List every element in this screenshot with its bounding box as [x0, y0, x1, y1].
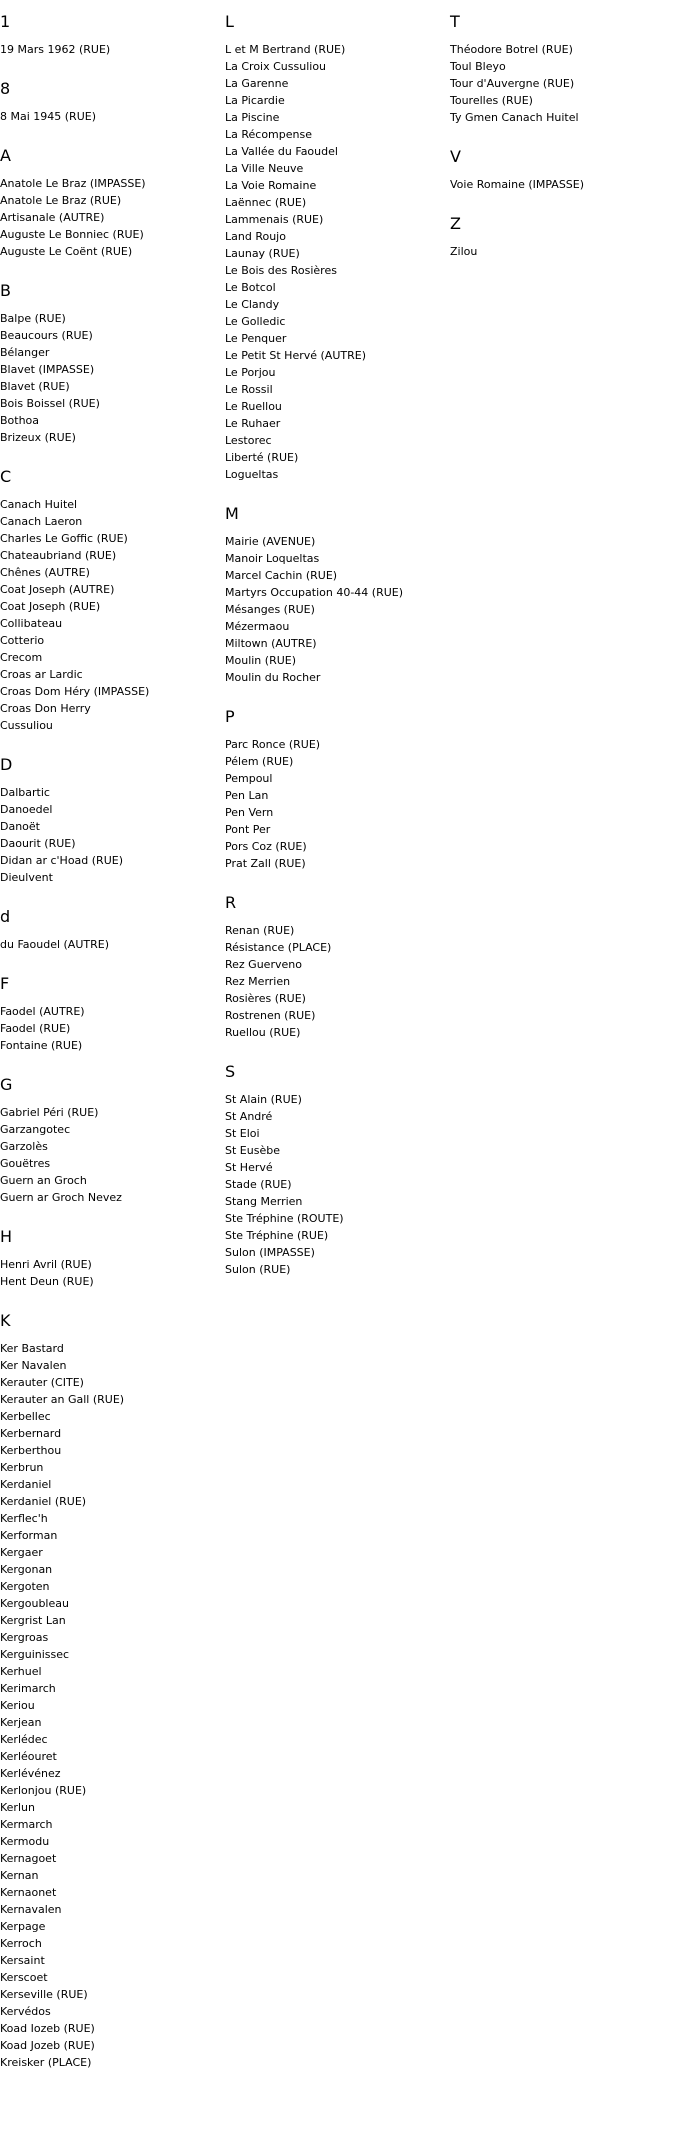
street-link[interactable]: Kerbernard — [0, 1427, 62, 1440]
group-letter-heading: K — [0, 1311, 11, 1330]
street-link[interactable]: Lammenais (RUE) — [225, 213, 324, 226]
street-link[interactable]: Le Rossil — [225, 383, 273, 396]
street-link[interactable]: Pont Per — [225, 823, 271, 836]
group-letter-heading: T — [450, 12, 460, 31]
street-link[interactable]: Cussuliou — [0, 719, 53, 732]
letter-group — [0, 13, 225, 58]
street-link[interactable]: Voie Romaine (IMPASSE) — [450, 178, 585, 191]
group-letter-heading: Z — [450, 214, 461, 233]
street-link[interactable]: Mézermaou — [225, 620, 290, 633]
street-link[interactable]: Kerimarch — [0, 1682, 56, 1695]
group-letter-heading: A — [0, 146, 11, 165]
street-link[interactable]: Hent Deun (RUE) — [0, 1275, 94, 1288]
street-link[interactable]: Bois Boissel (RUE) — [0, 397, 100, 410]
street-link[interactable]: Lestorec — [225, 434, 272, 447]
street-link[interactable]: La Garenne — [225, 77, 289, 90]
letter-group — [450, 215, 675, 260]
street-link[interactable]: La Picardie — [225, 94, 285, 107]
street-link[interactable]: Croas ar Lardic — [0, 668, 83, 681]
street-link[interactable]: St Eusèbe — [225, 1144, 280, 1157]
letter-group — [0, 1228, 225, 1290]
street-link[interactable]: Kermodu — [0, 1835, 50, 1848]
group-letter-heading: L — [225, 12, 234, 31]
street-link[interactable]: Land Roujo — [225, 230, 286, 243]
street-link[interactable]: Le Petit St Hervé (AUTRE) — [225, 349, 366, 362]
letter-group — [0, 282, 225, 446]
letter-group — [0, 756, 225, 886]
street-link[interactable]: Kerroch — [0, 1937, 42, 1950]
street-link[interactable]: Chateaubriand (RUE) — [0, 549, 117, 562]
street-link[interactable]: Koad Jozeb (RUE) — [0, 2039, 95, 2052]
street-link[interactable]: Manoir Loqueltas — [225, 552, 320, 565]
street-link[interactable]: Kerberthou — [0, 1444, 62, 1457]
street-link[interactable]: Kerforman — [0, 1529, 58, 1542]
street-link[interactable]: La Ville Neuve — [225, 162, 304, 175]
street-link[interactable]: Marcel Cachin (RUE) — [225, 569, 338, 582]
group-letter-heading: 1 — [0, 12, 11, 31]
street-link[interactable]: Kerdaniel (RUE) — [0, 1495, 87, 1508]
group-letter-heading: F — [0, 974, 10, 993]
street-link[interactable]: La Voie Romaine — [225, 179, 317, 192]
street-link[interactable]: Chênes (AUTRE) — [0, 566, 90, 579]
street-link[interactable]: Stang Merrien — [225, 1195, 303, 1208]
street-link[interactable]: Kernaonet — [0, 1886, 57, 1899]
street-link[interactable]: Bothoa — [0, 414, 40, 427]
street-link[interactable]: Pélem (RUE) — [225, 755, 294, 768]
street-link[interactable]: Dieulvent — [0, 871, 53, 884]
street-link[interactable]: 19 Mars 1962 (RUE) — [0, 43, 111, 56]
letter-group — [225, 708, 450, 872]
street-link[interactable]: Le Porjou — [225, 366, 276, 379]
letter-group — [225, 13, 450, 483]
street-link[interactable]: Kerjean — [0, 1716, 42, 1729]
street-link[interactable]: Dalbartic — [0, 786, 50, 799]
street-link[interactable]: Liberté (RUE) — [225, 451, 299, 464]
group-letter-heading: B — [0, 281, 11, 300]
street-link[interactable]: Parc Ronce (RUE) — [225, 738, 321, 751]
street-link[interactable]: L et M Bertrand (RUE) — [225, 43, 346, 56]
street-link[interactable]: Garzangotec — [0, 1123, 71, 1136]
street-link[interactable]: La Piscine — [225, 111, 280, 124]
street-link[interactable]: Kerguinissec — [0, 1648, 70, 1661]
group-letter-heading: D — [0, 755, 13, 774]
street-link[interactable]: St Hervé — [225, 1161, 273, 1174]
letter-group — [0, 80, 225, 125]
street-link[interactable]: Cotterio — [0, 634, 45, 647]
street-link[interactable]: Guern an Groch — [0, 1174, 87, 1187]
group-letter-heading: H — [0, 1227, 13, 1246]
street-link[interactable]: Rez Merrien — [225, 975, 291, 988]
group-letter-heading: d — [0, 907, 11, 926]
street-link[interactable]: St Alain (RUE) — [225, 1093, 302, 1106]
street-link[interactable]: Danoët — [0, 820, 40, 833]
street-link[interactable]: Garzolès — [0, 1140, 48, 1153]
letter-group — [450, 13, 675, 126]
letter-group — [225, 1063, 450, 1278]
street-link[interactable]: Prat Zall (RUE) — [225, 857, 306, 870]
street-link[interactable]: Renan (RUE) — [225, 924, 295, 937]
street-link[interactable]: Moulin (RUE) — [225, 654, 297, 667]
street-link[interactable]: Le Bois des Rosières — [225, 264, 337, 277]
street-link[interactable]: Ste Tréphine (RUE) — [225, 1229, 329, 1242]
street-link[interactable]: Artisanale (AUTRE) — [0, 211, 105, 224]
street-link[interactable]: Kerlonjou (RUE) — [0, 1784, 87, 1797]
street-link[interactable]: Guern ar Groch Nevez — [0, 1191, 122, 1204]
street-link[interactable]: Anatole Le Braz (RUE) — [0, 194, 122, 207]
street-link[interactable]: Blavet (RUE) — [0, 380, 70, 393]
street-link[interactable]: Kerlévénez — [0, 1767, 61, 1780]
street-link[interactable]: Canach Huitel — [0, 498, 78, 511]
street-link[interactable]: Kersaint — [0, 1954, 45, 1967]
street-link[interactable]: Daourit (RUE) — [0, 837, 76, 850]
street-link[interactable]: Coat Joseph (AUTRE) — [0, 583, 115, 596]
street-link[interactable]: Le Ruhaer — [225, 417, 281, 430]
street-link[interactable]: Faodel (RUE) — [0, 1022, 71, 1035]
street-link[interactable]: Théodore Botrel (RUE) — [450, 43, 573, 56]
street-link[interactable]: Zilou — [450, 245, 478, 258]
street-link[interactable]: Kergrist Lan — [0, 1614, 66, 1627]
street-link[interactable]: Sulon (RUE) — [225, 1263, 291, 1276]
group-letter-heading: S — [225, 1062, 236, 1081]
letter-group — [0, 1312, 225, 2071]
column-1 — [0, 0, 225, 2093]
street-link[interactable]: Kerseville (RUE) — [0, 1988, 88, 2001]
street-link[interactable]: Collibateau — [0, 617, 63, 630]
street-link[interactable]: Le Ruellou — [225, 400, 282, 413]
street-link[interactable]: Gabriel Péri (RUE) — [0, 1106, 99, 1119]
street-link[interactable]: Pen Vern — [225, 806, 274, 819]
street-link[interactable]: Balpe (RUE) — [0, 312, 66, 325]
street-link[interactable]: Kerscoet — [0, 1971, 48, 1984]
letter-group — [225, 894, 450, 1041]
street-link[interactable]: La Croix Cussuliou — [225, 60, 327, 73]
street-link[interactable]: Croas Dom Héry (IMPASSE) — [0, 685, 150, 698]
street-link[interactable]: Kerléouret — [0, 1750, 57, 1763]
street-link[interactable]: Kergonan — [0, 1563, 53, 1576]
street-link[interactable]: Kernan — [0, 1869, 39, 1882]
street-link[interactable]: Le Penquer — [225, 332, 287, 345]
street-link[interactable]: Charles Le Goffic (RUE) — [0, 532, 128, 545]
group-letter-heading: 8 — [0, 79, 11, 98]
street-link[interactable]: Kergoten — [0, 1580, 50, 1593]
street-link[interactable]: La Vallée du Faoudel — [225, 145, 338, 158]
group-letter-heading: R — [225, 893, 237, 912]
street-link[interactable]: Pors Coz (RUE) — [225, 840, 307, 853]
letter-group — [0, 147, 225, 260]
street-link[interactable]: Logueltas — [225, 468, 279, 481]
street-link[interactable]: Kerbellec — [0, 1410, 51, 1423]
street-link[interactable]: Le Clandy — [225, 298, 280, 311]
street-link[interactable]: Kerflec'h — [0, 1512, 48, 1525]
group-letter-heading: G — [0, 1075, 13, 1094]
street-link[interactable]: Mésanges (RUE) — [225, 603, 315, 616]
street-link[interactable]: Beaucours (RUE) — [0, 329, 93, 342]
street-link[interactable]: Kerauter (CITE) — [0, 1376, 84, 1389]
street-link[interactable]: Fontaine (RUE) — [0, 1039, 83, 1052]
street-link[interactable]: Laënnec (RUE) — [225, 196, 307, 209]
group-letter-heading: V — [450, 147, 461, 166]
street-link[interactable]: Crecom — [0, 651, 43, 664]
street-link[interactable]: Danoedel — [0, 803, 53, 816]
street-link[interactable]: Kermarch — [0, 1818, 53, 1831]
street-link[interactable]: Martyrs Occupation 40-44 (RUE) — [225, 586, 404, 599]
street-link[interactable]: Kergaer — [0, 1546, 43, 1559]
letter-group — [0, 908, 225, 953]
street-link[interactable]: Blavet (IMPASSE) — [0, 363, 95, 376]
street-link[interactable]: Bélanger — [0, 346, 50, 359]
street-link[interactable]: Keriou — [0, 1699, 35, 1712]
street-link[interactable]: Koad Iozeb (RUE) — [0, 2022, 95, 2035]
street-link[interactable]: Kergroas — [0, 1631, 49, 1644]
street-link[interactable]: Launay (RUE) — [225, 247, 300, 260]
street-link[interactable]: St André — [225, 1110, 273, 1123]
street-link[interactable]: Kerauter an Gall (RUE) — [0, 1393, 125, 1406]
letter-group — [225, 505, 450, 686]
street-link[interactable]: Coat Joseph (RUE) — [0, 600, 101, 613]
street-link[interactable]: Kerlun — [0, 1801, 35, 1814]
street-link[interactable]: Miltown (AUTRE) — [225, 637, 317, 650]
street-link[interactable]: Kerdaniel — [0, 1478, 52, 1491]
street-link[interactable]: Tourelles (RUE) — [450, 94, 533, 107]
street-link[interactable]: Kerlédec — [0, 1733, 48, 1746]
street-link[interactable]: Ty Gmen Canach Huitel — [450, 111, 579, 124]
street-link[interactable]: Moulin du Rocher — [225, 671, 321, 684]
street-link[interactable]: Henri Avril (RUE) — [0, 1258, 92, 1271]
letter-group — [0, 1076, 225, 1206]
street-link[interactable]: Ker Bastard — [0, 1342, 64, 1355]
street-link[interactable]: Croas Don Herry — [0, 702, 91, 715]
street-link[interactable]: Toul Bleyo — [450, 60, 506, 73]
group-letter-heading: M — [225, 504, 239, 523]
street-link[interactable]: Rez Guerveno — [225, 958, 302, 971]
letter-group — [450, 148, 675, 193]
street-link[interactable]: Pempoul — [225, 772, 273, 785]
street-link[interactable]: Kernagoet — [0, 1852, 57, 1865]
street-link[interactable]: Rosières (RUE) — [225, 992, 306, 1005]
street-link[interactable]: Canach Laeron — [0, 515, 83, 528]
letter-group — [0, 975, 225, 1054]
group-letter-heading: P — [225, 707, 235, 726]
street-link[interactable]: Brizeux (RUE) — [0, 431, 76, 444]
street-link[interactable]: Le Golledic — [225, 315, 286, 328]
street-link[interactable]: Stade (RUE) — [225, 1178, 292, 1191]
street-link[interactable]: Kreisker (PLACE) — [0, 2056, 92, 2069]
street-link[interactable]: Sulon (IMPASSE) — [225, 1246, 315, 1259]
street-link[interactable]: Kernavalen — [0, 1903, 62, 1916]
street-link[interactable]: Didan ar c'Hoad (RUE) — [0, 854, 123, 867]
street-link[interactable]: Kerhuel — [0, 1665, 42, 1678]
group-letter-heading: C — [0, 467, 12, 486]
street-link[interactable]: Ruellou (RUE) — [225, 1026, 301, 1039]
street-link[interactable]: Kervédos — [0, 2005, 51, 2018]
street-link[interactable]: St Eloi — [225, 1127, 260, 1140]
street-link[interactable]: Faodel (AUTRE) — [0, 1005, 85, 1018]
street-link[interactable]: Tour d'Auvergne (RUE) — [450, 77, 575, 90]
street-link[interactable]: Auguste Le Coënt (RUE) — [0, 245, 133, 258]
street-link[interactable]: Mairie (AVENUE) — [225, 535, 316, 548]
street-link[interactable]: Rostrenen (RUE) — [225, 1009, 316, 1022]
street-link[interactable]: Anatole Le Braz (IMPASSE) — [0, 177, 146, 190]
letter-group — [0, 468, 225, 734]
street-link[interactable]: Gouëtres — [0, 1157, 51, 1170]
street-link[interactable]: Kergoubleau — [0, 1597, 69, 1610]
street-link[interactable]: La Récompense — [225, 128, 312, 141]
street-link[interactable]: Kerbrun — [0, 1461, 44, 1474]
street-link[interactable]: 8 Mai 1945 (RUE) — [0, 110, 96, 123]
street-link[interactable]: Auguste Le Bonniec (RUE) — [0, 228, 144, 241]
street-link[interactable]: Résistance (PLACE) — [225, 941, 332, 954]
street-link[interactable]: Kerpage — [0, 1920, 46, 1933]
street-link[interactable]: Ste Tréphine (ROUTE) — [225, 1212, 344, 1225]
column-3 — [450, 0, 675, 2093]
street-link[interactable]: du Faoudel (AUTRE) — [0, 938, 109, 951]
street-link[interactable]: Pen Lan — [225, 789, 269, 802]
street-link[interactable]: Ker Navalen — [0, 1359, 67, 1372]
column-2 — [225, 0, 450, 2093]
street-link[interactable]: Le Botcol — [225, 281, 276, 294]
